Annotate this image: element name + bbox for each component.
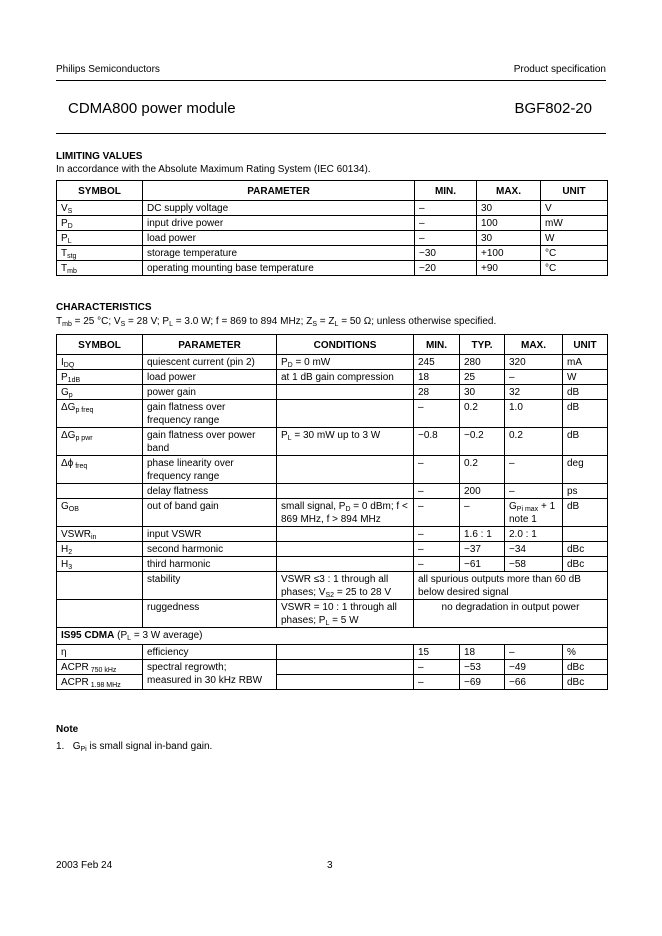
min-cell: 18: [414, 370, 460, 385]
unit-cell: V: [541, 201, 608, 216]
cond-text: VSWR ≤3 : 1 through all phases; V: [281, 574, 389, 598]
parameter-cell: second harmonic: [143, 542, 277, 557]
max-cell: 30: [477, 201, 541, 216]
max-cell: 30: [477, 231, 541, 246]
sym-text: P: [61, 218, 68, 229]
symbol-cell: [57, 660, 143, 675]
max-cell: –: [505, 456, 563, 484]
sym-sub: OB: [68, 506, 79, 513]
sym-sub: p pwr: [75, 435, 93, 442]
limiting-subtitle: In accordance with the Absolute Maximum Rating System (IEC 60134).: [56, 164, 371, 175]
sym-text: Δϕ: [61, 458, 74, 469]
max-cell: 1.0: [505, 400, 563, 428]
footer-date: 2003 Feb 24: [56, 860, 113, 871]
cond-sub: S2: [325, 592, 335, 599]
header-rule-top: [56, 80, 606, 81]
min-cell: –: [414, 527, 460, 542]
is95-heading: [57, 628, 608, 645]
unit-cell: W: [563, 370, 608, 385]
sym-sub: 1dB: [67, 377, 81, 384]
sym-text: ACPR: [61, 662, 89, 673]
symbol-cell: [57, 527, 143, 542]
max-cell: 320: [505, 355, 563, 370]
unit-cell: °C: [541, 261, 608, 276]
symbol-cell: [57, 400, 143, 428]
min-cell: –: [414, 542, 460, 557]
min-cell: 245: [414, 355, 460, 370]
sym-sub: L: [67, 238, 72, 245]
table-row: [57, 261, 608, 276]
unit-cell: [563, 527, 608, 542]
typ-cell: 30: [460, 385, 505, 400]
symbol-cell: [57, 385, 143, 400]
parameter-cell: ruggedness: [143, 600, 277, 628]
table-row: [57, 428, 608, 456]
sym-sub: mb: [67, 268, 77, 275]
parameter-cell: delay flatness: [143, 484, 277, 499]
max-cell: 32: [505, 385, 563, 400]
cond-text: P: [281, 430, 288, 441]
typ-cell: 200: [460, 484, 505, 499]
cond-text: = 0 dBm; f < 869 MHz, f > 894 MHz: [281, 501, 408, 525]
note-sub: Pi: [80, 746, 87, 753]
max-cell: −58: [505, 557, 563, 572]
symbol-cell: [57, 201, 143, 216]
conditions-cell: [277, 355, 414, 370]
company-name: Philips Semiconductors: [56, 64, 160, 75]
sym-text: P: [61, 372, 68, 383]
sym-text: T: [61, 263, 68, 274]
table-row: [57, 231, 608, 246]
parameter-cell: load power: [143, 231, 415, 246]
conditions-cell: [277, 456, 414, 484]
cond-sub: S: [120, 321, 126, 328]
unit-cell: W: [541, 231, 608, 246]
max-cell: 0.2: [505, 428, 563, 456]
unit-cell: dBc: [563, 675, 608, 690]
max-cell: −49: [505, 660, 563, 675]
limiting-title: LIMITING VALUES: [56, 151, 143, 162]
conditions-cell: [277, 600, 414, 628]
col-header: UNIT: [541, 181, 608, 201]
note-item: [56, 741, 212, 752]
col-header: PARAMETER: [143, 181, 415, 201]
symbol-cell: [57, 216, 143, 231]
symbol-cell: [57, 370, 143, 385]
max-text: + 1 note 1: [509, 501, 556, 525]
cond-text: VSWR = 10 : 1 through all phases; P: [281, 602, 397, 626]
table-row: [57, 246, 608, 261]
typ-cell: −53: [460, 660, 505, 675]
unit-cell: dBc: [563, 660, 608, 675]
unit-cell: ps: [563, 484, 608, 499]
typ-cell: −37: [460, 542, 505, 557]
typ-cell: 280: [460, 355, 505, 370]
sym-text: T: [61, 248, 68, 259]
cond-sub: L: [334, 321, 339, 328]
cond-text: at 1 dB gain compression: [281, 372, 394, 383]
parameter-cell: power gain: [143, 385, 277, 400]
min-cell: –: [414, 400, 460, 428]
cond-text: = 3.0 W; f = 869 to 894 MHz; Z: [173, 316, 313, 327]
parameter-cell: storage temperature: [143, 246, 415, 261]
sym-sub: freq: [73, 463, 88, 470]
is95-bold: IS95 CDMA: [61, 630, 115, 641]
sym-text: P: [61, 233, 68, 244]
parameter-cell: load power: [143, 370, 277, 385]
col-header: CONDITIONS: [277, 335, 414, 355]
sym-text: G: [61, 387, 69, 398]
limiting-values-table: [56, 180, 608, 276]
unit-cell: dBc: [563, 542, 608, 557]
parameter-cell: input VSWR: [143, 527, 277, 542]
conditions-cell: [277, 675, 414, 690]
symbol-cell: [57, 542, 143, 557]
sym-sub: 2: [68, 549, 73, 556]
note-number: 1.: [56, 741, 65, 752]
cond-sub: L: [287, 435, 292, 442]
table-row: [57, 542, 608, 557]
parameter-cell: operating mounting base temperature: [143, 261, 415, 276]
note-text: G: [72, 741, 81, 752]
note-text: is small signal in-band gain.: [86, 741, 213, 752]
table-row: [57, 645, 608, 660]
table-row: [57, 499, 608, 527]
typ-cell: 0.2: [460, 400, 505, 428]
unit-cell: mA: [563, 355, 608, 370]
parameter-cell: efficiency: [143, 645, 277, 660]
sym-text: ΔG: [61, 430, 76, 441]
max-cell: +100: [477, 246, 541, 261]
cond-text: T: [56, 316, 63, 327]
cond-sub: L: [325, 620, 330, 627]
characteristics-conditions: [56, 316, 496, 327]
cond-sub: mb: [62, 321, 72, 328]
symbol-cell: [57, 261, 143, 276]
table-row: [57, 660, 608, 675]
sym-text: I: [61, 357, 64, 368]
characteristics-table: [56, 334, 608, 690]
conditions-cell: [277, 499, 414, 527]
is95-text: = 3 W average): [131, 630, 203, 641]
conditions-cell: [277, 660, 414, 675]
min-cell: –: [415, 231, 477, 246]
typ-cell: 18: [460, 645, 505, 660]
symbol-cell: [57, 456, 143, 484]
parameter-cell: gain flatness over power band: [143, 428, 277, 456]
unit-cell: mW: [541, 216, 608, 231]
cond-sub: S: [312, 321, 317, 328]
cond-text: = 5 W: [329, 615, 359, 626]
max-cell: −34: [505, 542, 563, 557]
max-cell: [505, 499, 563, 527]
min-cell: –: [414, 675, 460, 690]
table-row: [57, 385, 608, 400]
page-number: 3: [327, 860, 333, 871]
cond-sub: D: [345, 506, 351, 513]
col-header: MIN.: [414, 335, 460, 355]
sym-text: VSWR: [61, 529, 91, 540]
parameter-cell: gain flatness over frequency range: [143, 400, 277, 428]
col-header: PARAMETER: [143, 335, 277, 355]
result-cell: all spurious outputs more than 60 dB below desired signal: [414, 572, 608, 600]
min-cell: −30: [415, 246, 477, 261]
typ-cell: 0.2: [460, 456, 505, 484]
symbol-cell: [57, 572, 143, 600]
cond-text: small signal, P: [281, 501, 346, 512]
max-cell: +90: [477, 261, 541, 276]
max-cell: –: [505, 645, 563, 660]
unit-cell: dB: [563, 385, 608, 400]
sym-sub: S: [67, 208, 73, 215]
symbol-cell: η: [57, 645, 143, 660]
cond-text: P: [281, 357, 288, 368]
is95-text: (P: [114, 630, 128, 641]
cond-text: = 25 to 28 V: [334, 587, 392, 598]
conditions-cell: [277, 385, 414, 400]
sym-sub: 3: [68, 564, 73, 571]
table-row: [57, 370, 608, 385]
typ-cell: −0.2: [460, 428, 505, 456]
sym-text: ACPR: [61, 677, 89, 688]
min-cell: –: [414, 456, 460, 484]
max-cell: –: [505, 484, 563, 499]
col-header: TYP.: [460, 335, 505, 355]
unit-cell: dB: [563, 499, 608, 527]
sym-sub: DQ: [63, 362, 75, 369]
conditions-cell: [277, 527, 414, 542]
table-row: [57, 201, 608, 216]
sym-sub: p: [68, 392, 73, 399]
sym-text: G: [61, 501, 69, 512]
min-cell: –: [415, 216, 477, 231]
result-cell: no degradation in output power: [414, 600, 608, 628]
max-sub: Pi max: [516, 506, 539, 513]
max-cell: −66: [505, 675, 563, 690]
col-header: MAX.: [505, 335, 563, 355]
table-row: [57, 600, 608, 628]
sym-text: V: [61, 203, 68, 214]
sym-text: ΔG: [61, 402, 76, 413]
table-row: [57, 572, 608, 600]
col-header: UNIT: [563, 335, 608, 355]
parameter-cell: quiescent current (pin 2): [143, 355, 277, 370]
typ-cell: −69: [460, 675, 505, 690]
cond-text: = 50 Ω; unless otherwise specified.: [338, 316, 497, 327]
symbol-cell: [57, 246, 143, 261]
characteristics-title: CHARACTERISTICS: [56, 302, 152, 313]
conditions-cell: [277, 400, 414, 428]
symbol-cell: [57, 600, 143, 628]
max-cell: 100: [477, 216, 541, 231]
typ-cell: −61: [460, 557, 505, 572]
parameter-cell: phase linearity over frequency range: [143, 456, 277, 484]
col-header: MIN.: [415, 181, 477, 201]
table-header-row: [57, 181, 608, 201]
symbol-cell: [57, 355, 143, 370]
min-cell: −0.8: [414, 428, 460, 456]
conditions-cell: [277, 645, 414, 660]
symbol-cell: [57, 484, 143, 499]
page-title: CDMA800 power module: [68, 100, 236, 117]
unit-cell: %: [563, 645, 608, 660]
sym-sub: in: [91, 534, 97, 541]
parameter-cell: spectral regrowth; measured in 30 kHz RBW: [143, 660, 277, 690]
sym-sub: p freq: [75, 407, 94, 414]
cond-text: = 28 V; P: [125, 316, 170, 327]
part-number: BGF802-20: [514, 100, 592, 117]
col-header: SYMBOL: [57, 335, 143, 355]
table-row: [57, 484, 608, 499]
unit-cell: deg: [563, 456, 608, 484]
max-cell: 2.0 : 1: [505, 527, 563, 542]
symbol-cell: [57, 231, 143, 246]
cond-sub: L: [169, 321, 173, 328]
conditions-cell: [277, 572, 414, 600]
sym-sub: D: [67, 223, 73, 230]
unit-cell: °C: [541, 246, 608, 261]
col-header: SYMBOL: [57, 181, 143, 201]
min-cell: –: [414, 484, 460, 499]
cond-text: = 30 mW up to 3 W: [291, 430, 381, 441]
table-row: [57, 400, 608, 428]
min-cell: 28: [414, 385, 460, 400]
unit-cell: dB: [563, 428, 608, 456]
min-cell: −20: [415, 261, 477, 276]
max-cell: –: [505, 370, 563, 385]
is95-sub: L: [127, 635, 132, 642]
parameter-cell: DC supply voltage: [143, 201, 415, 216]
table-row: [57, 456, 608, 484]
typ-cell: 1.6 : 1: [460, 527, 505, 542]
sym-sub: 750 kHz: [88, 667, 117, 674]
conditions-cell: [277, 484, 414, 499]
cond-text: = 25 °C; V: [71, 316, 121, 327]
note-title: Note: [56, 724, 79, 735]
symbol-cell: [57, 675, 143, 690]
sym-sub: stg: [67, 253, 77, 260]
symbol-cell: [57, 499, 143, 527]
min-cell: 15: [414, 645, 460, 660]
table-row: [57, 355, 608, 370]
conditions-cell: [277, 428, 414, 456]
parameter-cell: input drive power: [143, 216, 415, 231]
min-cell: –: [414, 660, 460, 675]
symbol-cell: [57, 428, 143, 456]
table-row: [57, 675, 608, 690]
min-cell: –: [415, 201, 477, 216]
sym-text: H: [61, 559, 69, 570]
parameter-cell: third harmonic: [143, 557, 277, 572]
doc-type: Product specification: [513, 64, 606, 75]
sym-text: H: [61, 544, 69, 555]
cond-text: = 0 mW: [292, 357, 331, 368]
unit-cell: dB: [563, 400, 608, 428]
unit-cell: dBc: [563, 557, 608, 572]
sym-sub: 1.98 MHz: [88, 682, 121, 689]
table-row: [57, 527, 608, 542]
cond-sub: D: [287, 362, 293, 369]
conditions-cell: [277, 542, 414, 557]
max-text: G: [509, 501, 517, 512]
parameter-cell: stability: [143, 572, 277, 600]
min-cell: –: [414, 499, 460, 527]
min-cell: –: [414, 557, 460, 572]
table-row: [57, 216, 608, 231]
header-rule-bottom: [56, 133, 606, 134]
parameter-cell: out of band gain: [143, 499, 277, 527]
table-header-row: [57, 335, 608, 355]
typ-cell: 25: [460, 370, 505, 385]
symbol-cell: [57, 557, 143, 572]
conditions-cell: [277, 557, 414, 572]
conditions-cell: [277, 370, 414, 385]
table-row: [57, 557, 608, 572]
col-header: MAX.: [477, 181, 541, 201]
table-section-row: [57, 628, 608, 645]
typ-cell: –: [460, 499, 505, 527]
cond-text: = Z: [317, 316, 335, 327]
